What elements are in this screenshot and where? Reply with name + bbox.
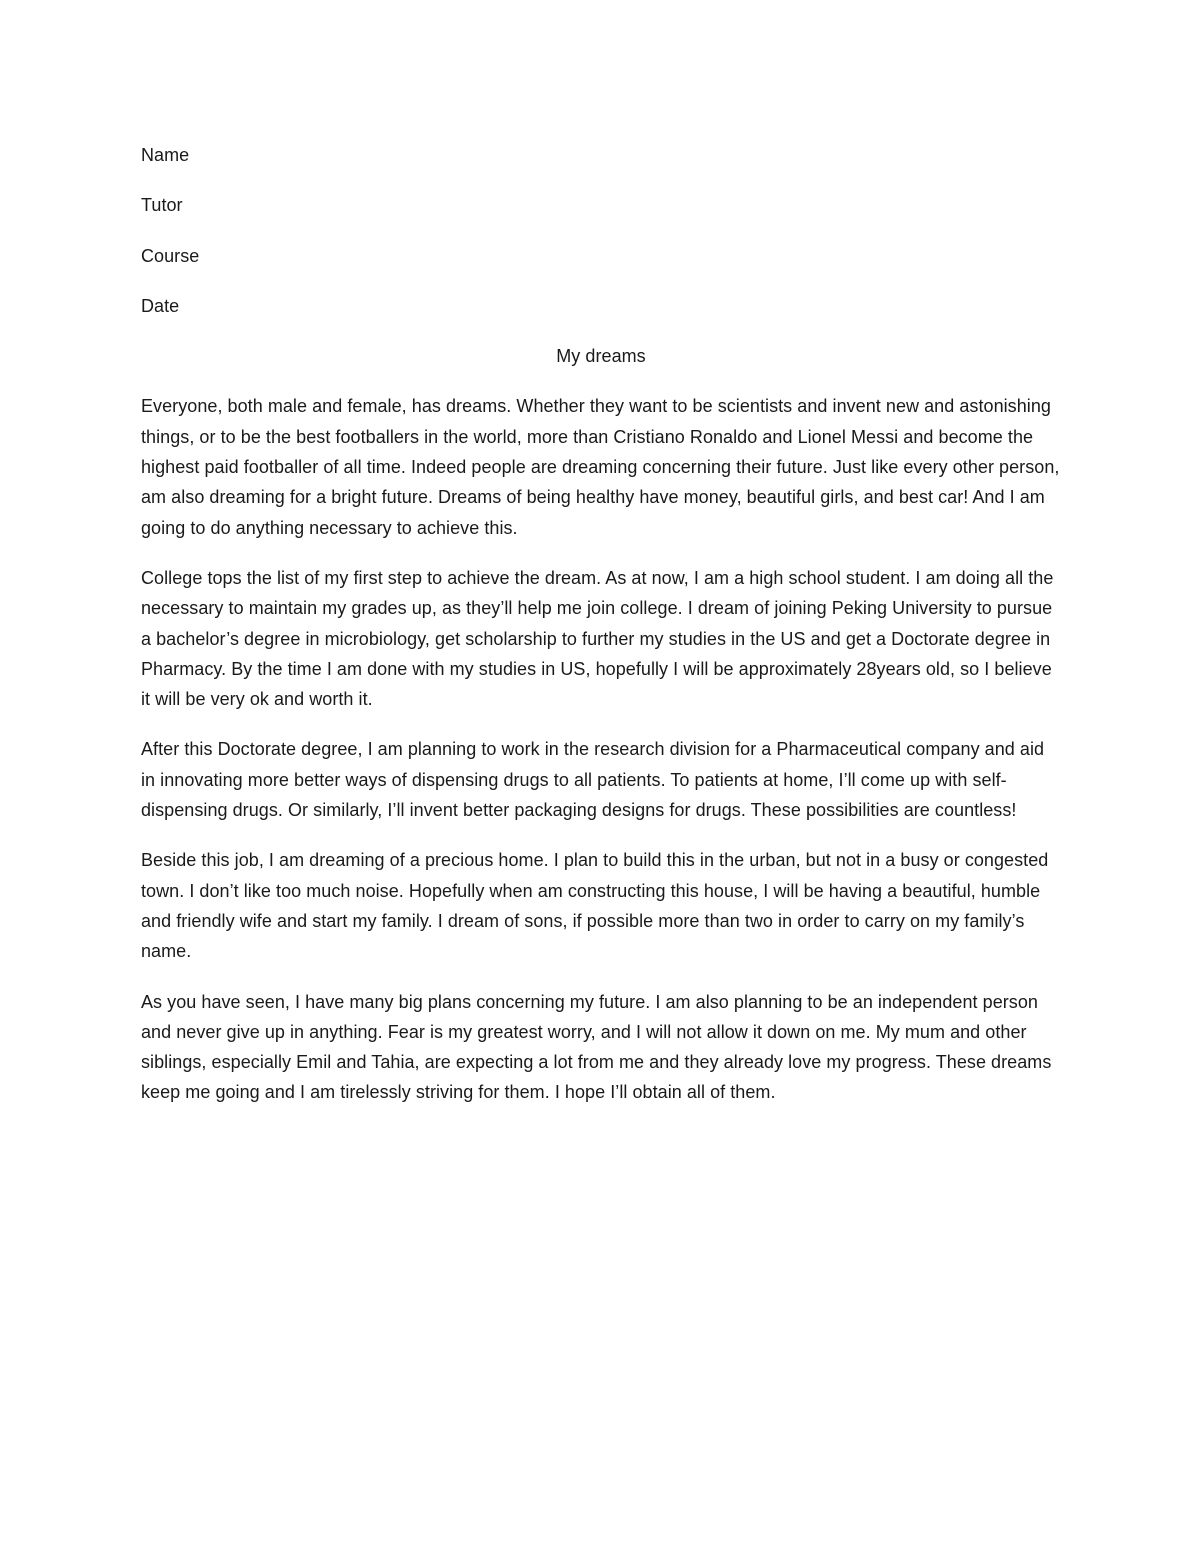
- paragraph-2: College tops the list of my first step to achieve the dream. As at now, I am a high school student. I am doing all the necessary to maintain my grades up, as they’ll help me join college. I dream of joining Peking University to pursue a bachelor’s degree in microbiology, get scholarship to further my studies in the US and get a Doctorate degree in Pharmacy. By the time I am done with my studies in US, hopefully I will be approximately 28years old, so I believe it will be very ok and worth it.: [141, 567, 1054, 710]
- header-name: Name: [141, 145, 190, 165]
- paragraph-4: Beside this job, I am dreaming of a precious home. I plan to build this in the urban, but not in a busy or congested town. I don’t like too much noise. Hopefully when am constructing this house, I will be having a beautiful, humble and friendly wife and start my family. I dream of sons, if possible more than two in order to carry on my family’s name.: [141, 850, 1049, 962]
- header-course: Course: [141, 245, 200, 266]
- paragraph-5: As you have seen, I have many big plans concerning my future. I am also planning to be an independent person and never give up in anything. Fear is my greatest worry, and I will not allow it down on me. My mum and other siblings, especially Emil and Tahia, are expecting a lot from me and they already love my progress. These dreams keep me going and I am tirelessly striving for them. I hope I’ll obtain all of them.: [141, 991, 1052, 1103]
- document-body: [141, 140, 1061, 1128]
- header-date: Date: [141, 295, 180, 316]
- essay-title: My dreams: [556, 346, 646, 367]
- paragraph-1: Everyone, both male and female, has dreams. Whether they want to be scientists and invent new and astonishing things, or to be the best footballers in the world, more than Cristiano Ronaldo and Lionel Messi and become the highest paid footballer of all time. Indeed people are dreaming concerning their future. Just like every other person, am also dreaming for a bright future. Dreams of being healthy have money, beautiful girls, and best car! And I am going to do anything necessary to achieve this.: [141, 396, 1060, 538]
- header-tutor: Tutor: [141, 195, 183, 216]
- paragraph-3: After this Doctorate degree, I am planning to work in the research division for a Pharmaceutical company and aid in innovating more better ways of dispensing drugs to all patients. To patients at home, I’ll come up with self-dispensing drugs. Or similarly, I’ll invent better packaging designs for drugs. These possibilities are countless!: [141, 739, 1045, 821]
